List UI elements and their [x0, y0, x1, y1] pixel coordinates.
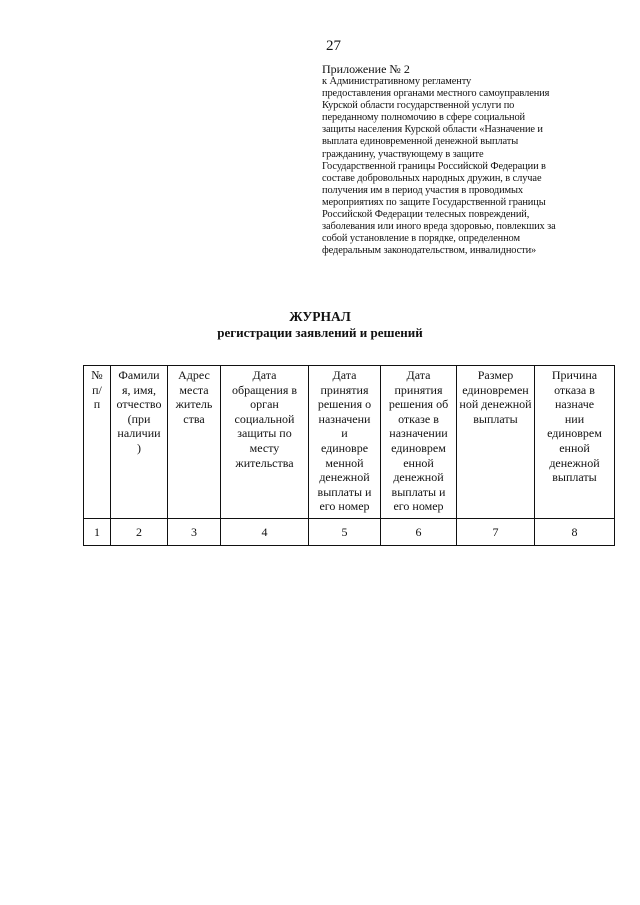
- column-header-line: денежной: [393, 470, 444, 485]
- appendix-line: собой установление в порядке, определенном: [322, 233, 520, 245]
- column-header-line: Фамили: [118, 368, 160, 382]
- table-row: [84, 519, 615, 546]
- column-header-address: [168, 366, 221, 519]
- column-header-line: назначени: [318, 411, 371, 426]
- appendix-line: переданному полномочию в сфере социальной: [322, 112, 526, 124]
- journal-title: ЖУРНАЛ: [289, 309, 351, 324]
- column-header-line: Размер: [477, 368, 514, 382]
- column-header-grant-decision-date: [309, 366, 381, 519]
- column-header-refusal-decision-date: [381, 366, 457, 519]
- appendix-line: защиты населения Курской области «Назначение и: [322, 124, 543, 136]
- column-header-line: денежной: [549, 455, 600, 470]
- appendix-block: [322, 63, 612, 257]
- column-header-line: (при: [127, 411, 151, 426]
- column-header-line: и: [341, 426, 348, 441]
- column-header-line: отказа в: [554, 382, 595, 397]
- column-header-line: защиты по: [237, 426, 292, 441]
- column-header-line: ): [137, 440, 141, 455]
- column-header-line: менной: [325, 455, 364, 470]
- appendix-line: получения им в период участия в проводимых: [322, 184, 523, 196]
- column-header-line: нии: [564, 411, 585, 426]
- column-number-cell: 5: [309, 519, 381, 546]
- column-number-cell: 6: [381, 519, 457, 546]
- column-number-cell: 4: [221, 519, 309, 546]
- column-header-line: выплаты: [552, 470, 597, 485]
- column-number-cell: 3: [168, 519, 221, 546]
- appendix-line: предоставления органами местного самоуправления: [322, 88, 550, 100]
- column-header-number: [84, 366, 111, 519]
- column-header-full-name: [111, 366, 168, 519]
- column-header-line: я, имя,: [121, 382, 157, 397]
- column-number-cell: 8: [535, 519, 615, 546]
- column-header-line: выплаты и: [317, 484, 372, 499]
- column-header-line: выплаты и: [391, 484, 446, 499]
- appendix-line: мероприятиях по защите Государственной границы: [322, 196, 546, 208]
- column-header-line: енной: [559, 440, 590, 455]
- column-header-line: решения о: [317, 397, 372, 412]
- column-number-cell: 2: [111, 519, 168, 546]
- appendix-line: Российской Федерации телесных повреждений,: [322, 209, 530, 221]
- column-header-application-date: [221, 366, 309, 519]
- column-header-line: житель: [175, 397, 213, 412]
- column-header-line: выплаты: [473, 411, 518, 426]
- appendix-line: Государственной границы Российской Федерации в: [322, 160, 546, 172]
- column-header-refusal-reason: [535, 366, 615, 519]
- column-header-line: енной: [403, 455, 434, 470]
- column-header-line: принятия: [394, 382, 443, 397]
- column-header-line: места: [179, 382, 209, 397]
- appendix-line: составе добровольных народных дружин, в случае: [322, 172, 542, 184]
- column-header-line: ства: [183, 411, 205, 426]
- appendix-line: заболевания или иного вреда здоровью, повлекших за: [322, 221, 556, 233]
- appendix-line: Курской области государственной услуги по: [322, 100, 515, 112]
- column-header-line: отчество: [116, 397, 162, 412]
- column-header-line: месту: [249, 440, 280, 455]
- column-header-line: назначе: [554, 397, 595, 412]
- column-header-line: №: [91, 368, 103, 382]
- column-header-line: Причина: [551, 368, 598, 382]
- column-header-line: денежной: [319, 470, 370, 485]
- column-header-line: назначении: [389, 426, 448, 441]
- column-header-line: Дата: [406, 368, 431, 382]
- column-header-line: Адрес: [178, 368, 210, 382]
- column-header-line: Дата: [252, 368, 277, 382]
- column-header-line: жительства: [235, 455, 294, 470]
- column-number-cell: 1: [84, 519, 111, 546]
- column-header-line: наличии: [117, 426, 161, 441]
- column-header-line: его номер: [393, 499, 444, 514]
- column-header-line: единоврем: [547, 426, 602, 441]
- appendix-line: гражданину, участвующему в защите: [322, 148, 484, 160]
- column-header-line: п/: [92, 382, 102, 397]
- column-header-line: принятия: [320, 382, 369, 397]
- column-header-line: единовре: [320, 440, 369, 455]
- appendix-line: выплата единовременной денежной выплаты: [322, 136, 519, 148]
- column-header-line: его номер: [319, 499, 370, 514]
- column-header-line: п: [93, 397, 101, 412]
- column-header-line: обращения в: [231, 382, 298, 397]
- column-header-line: отказе в: [398, 411, 439, 426]
- registration-journal-table: [83, 365, 615, 546]
- column-header-line: ной денежной: [459, 397, 532, 412]
- column-header-line: Дата: [332, 368, 357, 382]
- column-header-line: решения об: [388, 397, 449, 412]
- column-header-payment-amount: [457, 366, 535, 519]
- appendix-title: Приложение № 2: [322, 62, 410, 76]
- journal-subtitle: регистрации заявлений и решений: [217, 325, 423, 340]
- column-header-line: социальной: [234, 411, 295, 426]
- page-number: 27: [326, 38, 341, 54]
- column-header-line: орган: [250, 397, 279, 412]
- table-header-row: [84, 366, 615, 519]
- column-header-line: единовремен: [462, 382, 529, 397]
- column-header-line: единоврем: [391, 440, 446, 455]
- column-number-cell: 7: [457, 519, 535, 546]
- appendix-line: федеральным законодательством, инвалидности»: [322, 245, 537, 257]
- appendix-line: к Административному регламенту: [322, 76, 472, 87]
